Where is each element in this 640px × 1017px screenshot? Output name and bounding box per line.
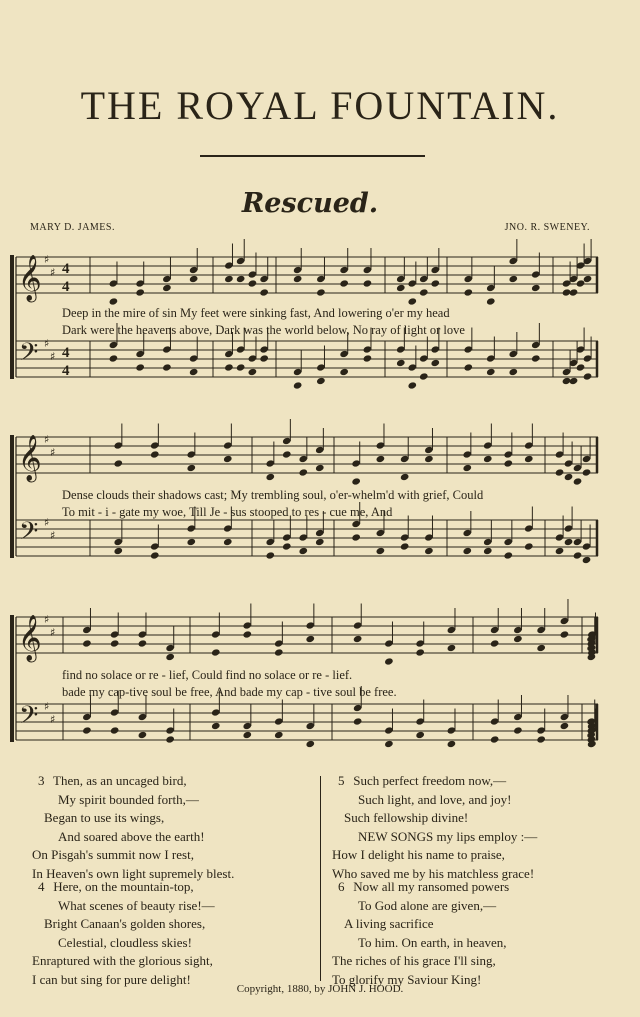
lyric-line: Dark were the heavens above, Dark was the world below, No ray of light or love [62, 323, 465, 337]
bass-note [150, 551, 160, 559]
bass-clef: 𝄢 [19, 701, 39, 736]
treble-note [305, 635, 315, 643]
verse-divider [320, 776, 321, 981]
verse-line: What scenes of beauty rise!— [58, 897, 215, 913]
treble-note [165, 653, 175, 661]
bass-note [316, 377, 326, 385]
bass-note [524, 542, 534, 550]
bass-note [110, 726, 120, 734]
lyric-line: Deep in the mire of sin My feet were sinking fast, And lowering o'er my head [62, 306, 450, 320]
verse-line: Began to use its wings, [44, 810, 165, 825]
bass-note [113, 547, 123, 555]
bass-note [293, 381, 303, 389]
treble-note [573, 477, 583, 485]
bass-clef: 𝄢 [19, 517, 39, 552]
treble-note [316, 288, 326, 296]
verse-line: Such perfect freedom now,— [353, 773, 507, 788]
bass-note [242, 731, 252, 739]
treble-note [490, 639, 500, 647]
treble-note [462, 464, 472, 472]
bass-note [274, 731, 284, 739]
treble-clef: 𝄞 [18, 255, 42, 301]
bass-note [583, 372, 593, 380]
bass-note [109, 354, 119, 362]
bass-note [211, 722, 221, 730]
treble-note [363, 279, 373, 287]
treble-note [236, 275, 246, 283]
verse-block [332, 878, 509, 989]
treble-note [298, 468, 308, 476]
treble-note [564, 473, 574, 481]
system-bracket [10, 435, 14, 558]
copyright-notice: Copyright, 1880, by JOHN J. HOOD. [236, 983, 404, 995]
treble-note [486, 297, 496, 305]
bass-note [189, 368, 199, 376]
treble-note [274, 648, 284, 656]
sharp-sign: ♯ [44, 433, 50, 446]
verse-line: The riches of his grace I'll sing, [332, 953, 496, 968]
bass-note [508, 368, 518, 376]
bass-note [282, 542, 292, 550]
treble-note [186, 464, 196, 472]
treble-note [353, 635, 363, 643]
bass-note [503, 551, 513, 559]
verse-line: To him. On earth, in heaven, [358, 934, 507, 950]
treble-note [407, 297, 417, 305]
sharp-sign: ♯ [44, 253, 50, 266]
bass-note [353, 717, 363, 725]
treble-note [513, 635, 523, 643]
verse-line: A living sacrifice [344, 916, 434, 931]
bass-note [564, 538, 574, 546]
treble-note [508, 275, 518, 283]
bass-clef: 𝄢 [19, 338, 39, 373]
composer-credit: JNO. R. SWENEY. [504, 222, 590, 233]
sharp-sign: ♯ [44, 613, 50, 626]
verse-line: Celestial, cloudless skies! [58, 934, 192, 950]
verse-number: 4 [38, 879, 45, 894]
bass-note [138, 731, 148, 739]
bass-note [463, 363, 473, 371]
bass-note [531, 354, 541, 362]
treble-note [415, 648, 425, 656]
bass-note [419, 372, 429, 380]
treble-note [531, 284, 541, 292]
treble-note [242, 630, 252, 638]
bass-note [407, 381, 417, 389]
verse-block [32, 878, 215, 989]
bass-note [305, 740, 315, 748]
bass-note [576, 363, 586, 371]
verse-line: Such fellowship divine! [344, 810, 469, 825]
verse-line: How I delight his name to praise, [332, 847, 505, 862]
verse-line: And soared above the earth! [58, 828, 205, 844]
bass-note [186, 538, 196, 546]
sharp-sign: ♯ [50, 350, 56, 363]
treble-note [384, 657, 394, 665]
treble-note [189, 275, 199, 283]
sharp-sign: ♯ [50, 266, 56, 279]
time-signature: 4 [62, 279, 70, 295]
verse-number: 3 [38, 773, 45, 788]
verse-line: Here, on the mountain-top, [53, 879, 194, 894]
hymn-title: Rescued. [241, 188, 379, 219]
treble-note [582, 468, 592, 476]
verse-line: Bright Canaan's golden shores, [44, 916, 206, 931]
bass-note [363, 354, 373, 362]
bass-note [298, 547, 308, 555]
treble-note [135, 288, 145, 296]
bass-note [513, 726, 523, 734]
bass-note [236, 363, 246, 371]
treble-note [282, 450, 292, 458]
verse-line: Then, as an uncaged bird, [53, 773, 187, 788]
verse-number: 6 [338, 879, 345, 894]
lyric-line: Dense clouds their shadows cast; My trembling soul, o'er-whelm'd with grief, Could [62, 488, 484, 502]
book-title: THE ROYAL FOUNTAIN. [80, 83, 560, 128]
system-bracket [10, 615, 14, 742]
bass-note [162, 363, 172, 371]
verse-line: Enraptured with the glorious sight, [32, 953, 213, 968]
verse-line: Now all my ransomed powers [353, 879, 510, 894]
sharp-sign: ♯ [50, 446, 56, 459]
treble-note [560, 630, 570, 638]
verse-block [32, 772, 234, 883]
sharp-sign: ♯ [50, 626, 56, 639]
treble-clef: 𝄞 [18, 615, 42, 661]
treble-clef: 𝄞 [18, 435, 42, 481]
lyric-line: find no solace or re - lief, Could find no solace or re - lief. [62, 668, 353, 682]
bass-note [490, 735, 500, 743]
verse-line: NEW SONGS my lips employ :— [358, 828, 538, 844]
sharp-sign: ♯ [50, 713, 56, 726]
bass-note [82, 726, 92, 734]
treble-note [424, 455, 434, 463]
bass-note [339, 368, 349, 376]
sharp-sign: ♯ [44, 337, 50, 350]
treble-note [339, 279, 349, 287]
bass-note [555, 547, 565, 555]
treble-note [265, 473, 275, 481]
treble-note [224, 275, 234, 283]
bass-note [351, 533, 361, 541]
treble-note [315, 464, 325, 472]
treble-note [82, 639, 92, 647]
treble-note [293, 275, 303, 283]
lyric-line: To mit - i - gate my woe, Till Je - sus stooped to res - cue me, And [62, 505, 393, 519]
bass-note [424, 547, 434, 555]
bass-note [573, 551, 583, 559]
bass-note [376, 547, 386, 555]
bass-note [265, 551, 275, 559]
sharp-sign: ♯ [44, 516, 50, 529]
verse-line: To God alone are given,— [358, 897, 497, 913]
bass-note [396, 359, 406, 367]
treble-note [150, 450, 160, 458]
treble-note [463, 288, 473, 296]
sharp-sign: ♯ [50, 529, 56, 542]
bass-note [259, 354, 269, 362]
time-signature: 4 [62, 261, 70, 277]
bass-note [486, 368, 496, 376]
time-signature: 4 [62, 363, 70, 379]
bass-note [415, 731, 425, 739]
bass-note [483, 547, 493, 555]
system-bracket [10, 255, 14, 379]
verse-line: My spirit bounded forth,— [58, 791, 199, 807]
treble-note [138, 639, 148, 647]
verse-line: To glorify my Saviour King! [332, 971, 482, 987]
bass-note [569, 377, 579, 385]
bass-note [560, 722, 570, 730]
verse-line: I can but sing for pure delight! [32, 971, 191, 987]
treble-note [259, 288, 269, 296]
treble-note [223, 455, 233, 463]
verse-line: Such light, and love, and joy! [358, 791, 512, 807]
treble-note [396, 284, 406, 292]
bass-note [165, 735, 175, 743]
treble-note [113, 459, 123, 467]
treble-note [376, 455, 386, 463]
treble-note [248, 279, 258, 287]
bass-note [462, 547, 472, 555]
treble-note [503, 459, 513, 467]
treble-note [400, 473, 410, 481]
bass-note [400, 542, 410, 550]
treble-note [351, 477, 361, 485]
bass-note [135, 363, 145, 371]
verse-line: On Pisgah's summit now I rest, [32, 847, 194, 862]
verse-block [332, 772, 537, 883]
bass-note [384, 740, 394, 748]
treble-note [430, 279, 440, 287]
treble-note [524, 455, 534, 463]
treble-note [419, 288, 429, 296]
bass-note [224, 363, 234, 371]
sharp-sign: ♯ [44, 700, 50, 713]
treble-note [555, 468, 565, 476]
treble-note [110, 639, 120, 647]
treble-note [569, 288, 579, 296]
bass-note [248, 368, 258, 376]
bass-note [447, 740, 457, 748]
treble-note [447, 644, 457, 652]
treble-note [109, 297, 119, 305]
bass-note [223, 538, 233, 546]
treble-note [162, 284, 172, 292]
verse-number: 5 [338, 773, 345, 788]
time-signature: 4 [62, 345, 70, 361]
bass-note [315, 538, 325, 546]
lyric-line: bade my cap-tive soul be free, And bade my cap - tive soul be free. [62, 685, 397, 699]
bass-note [582, 556, 592, 564]
bass-note [536, 735, 546, 743]
treble-note [211, 648, 221, 656]
bass-note [430, 359, 440, 367]
verse-line: Who saved me by his matchless grace! [332, 865, 535, 881]
treble-note [536, 644, 546, 652]
author-credit: MARY D. JAMES. [30, 222, 115, 233]
verse-line: In Heaven's own light supremely blest. [32, 865, 235, 881]
treble-note [483, 455, 493, 463]
